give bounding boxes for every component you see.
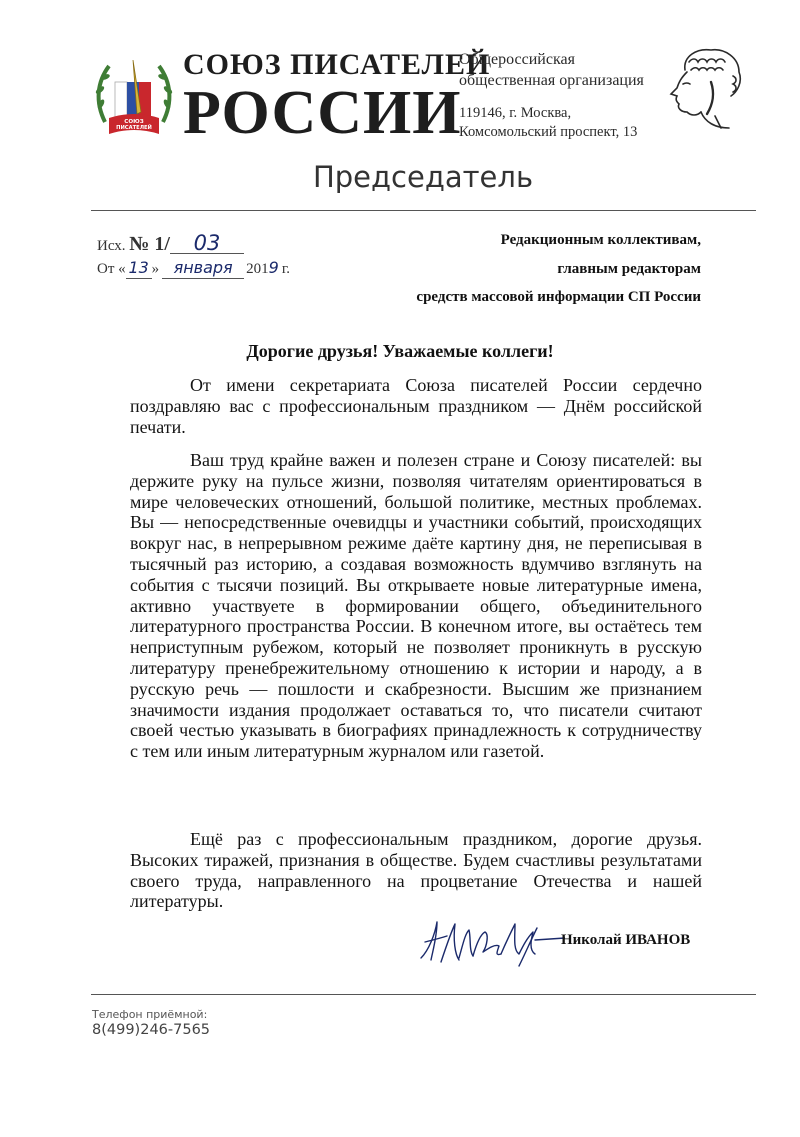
- header-divider: [91, 210, 756, 211]
- phone-number: 8(499)246-7565: [92, 1022, 211, 1038]
- letter-greeting: Дорогие друзья! Уважаемые коллеги!: [246, 341, 554, 361]
- address-line1: 119146, г. Москва,: [459, 105, 572, 121]
- pushkin-portrait-icon: [655, 42, 755, 132]
- date-month: января: [162, 258, 244, 279]
- svg-text:РОССИИ: РОССИИ: [121, 131, 147, 137]
- date-prefix: От «: [97, 261, 126, 277]
- org-name-line1: СОЮЗ ПИСАТЕЛЕЙ: [183, 48, 491, 81]
- addressee-line2: главным редакторам: [557, 260, 701, 277]
- position-title: Председатель: [312, 160, 534, 194]
- address-line2: Комсомольский проспект, 13: [459, 124, 638, 140]
- org-type: [459, 49, 644, 91]
- union-emblem: [95, 52, 173, 144]
- addressee-line1: Редакционным коллективам,: [500, 232, 701, 248]
- outgoing-date-line: [97, 258, 290, 279]
- phone-label: Телефон приёмной:: [92, 1008, 208, 1021]
- letter-paragraph-1: От имени секретариата Союза писателей России сердечно поздравляю вас с профессиональным праздником — Днём российской печати.: [130, 375, 702, 437]
- outgoing-number-value: 03: [170, 233, 244, 254]
- handwritten-signature: [415, 910, 565, 970]
- org-type-line1: Общероссийская: [459, 51, 575, 68]
- emblem-icon: [95, 52, 173, 144]
- svg-text:ПИСАТЕЛЕЙ: ПИСАТЕЛЕЙ: [116, 125, 152, 131]
- date-year-suffix: г.: [281, 261, 291, 277]
- outgoing-number-line: [97, 233, 290, 256]
- org-address: [459, 104, 637, 142]
- letter-paragraph-2: Ваш труд крайне важен и полезен стране и Союзу писателей: вы держите руку на пульсе жизни, позволяя читателям ориентироваться в мире человеческих отношений, большой политике, местных проблемах. Вы — непосредственные очевидцы и участники событий, происходящих вокруг нас, в непрерывном режиме даёте картину дня, не переписывая в тысячный раз историю, а создавая возможность вдумчиво взглянуть на события с тысячи позиций. Вы открываете новые литературные имена, активно участвуете в формировании общего, объединительного литературного пространства России. В конечном итоге, вы остаётесь тем неприступным рубежом, который не позволяет проникнуть в русскую литературу пренебрежительному отношению к истории и народу, а в русскую речь — пошлости и скабрезности. Высшим же признанием значимости издания продолжает оставаться то, что писатели считают своей честью указывать в биографиях принадлежность к сотрудничеству с тем или иным литературным журналом или газетой.: [130, 450, 702, 762]
- date-year-prefix: 201: [246, 261, 269, 277]
- footer-divider: [91, 994, 756, 995]
- outgoing-number-label: № 1/: [129, 233, 170, 255]
- addressee-line3: средств массовой информации СП России: [416, 289, 701, 305]
- date-quote-close: »: [151, 261, 160, 277]
- org-name-line2: РОССИИ: [183, 79, 462, 147]
- letter-paragraph-3: Ещё раз с профессиональным праздником, дорогие друзья. Высоких тиражей, признания в обществе. Будем счастливы результатами своего труда, направленного на процветание Отечества и нашей литературы.: [130, 829, 702, 912]
- signer-name: Николай ИВАНОВ: [561, 932, 691, 948]
- svg-text:СОЮЗ: СОЮЗ: [124, 119, 144, 125]
- outgoing-reference: [97, 233, 290, 279]
- date-day: 13: [126, 258, 152, 279]
- date-year-digit: 9: [268, 258, 279, 277]
- outgoing-label: Исх.: [97, 238, 126, 254]
- org-type-line2: общественная организация: [459, 72, 644, 89]
- addressee-block: [416, 226, 701, 312]
